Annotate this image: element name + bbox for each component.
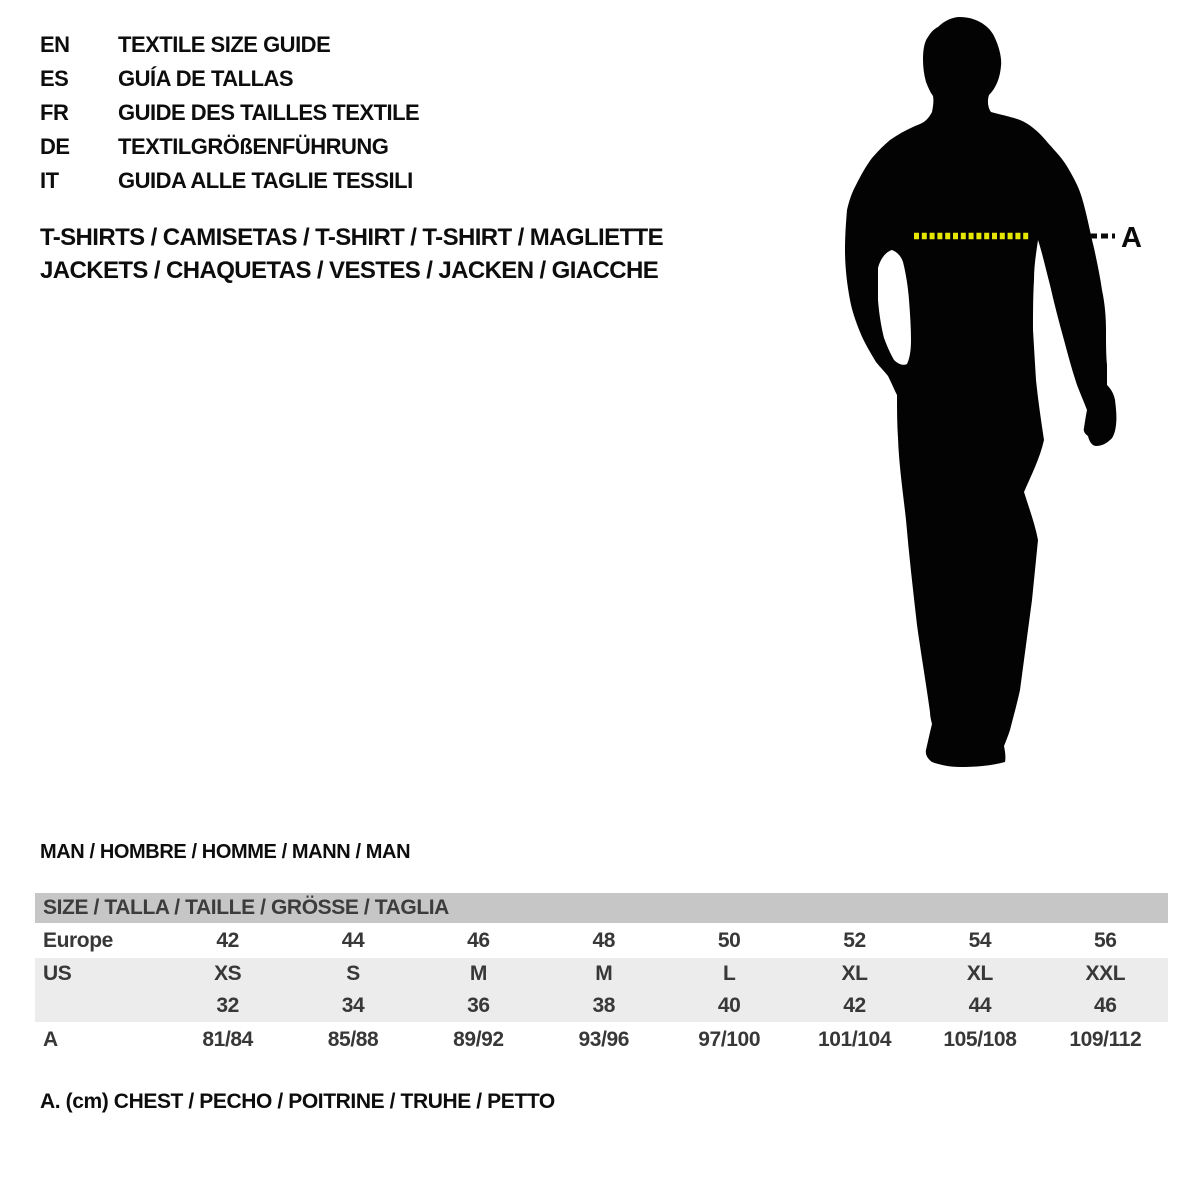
language-row-es — [40, 62, 419, 96]
size-cell: 101/104 — [818, 1027, 892, 1051]
category-line-tshirts: T-SHIRTS / CAMISETAS / T-SHIRT / T-SHIRT / MAGLIETTE — [40, 224, 664, 251]
size-cell: 38 — [592, 994, 616, 1017]
size-table-header-label: SIZE / TALLA / TAILLE / GRÖSSE / TAGLIA — [43, 896, 449, 919]
language-row-fr — [40, 96, 419, 130]
language-row-en — [40, 28, 419, 62]
size-cell: 56 — [1094, 928, 1117, 952]
language-row-it — [40, 164, 419, 198]
size-cell: 42 — [216, 928, 239, 952]
size-cell: 44 — [341, 928, 365, 952]
language-title: GUIDA ALLE TAGLIE TESSILI — [118, 168, 413, 193]
section-title-man: MAN / HOMBRE / HOMME / MANN / MAN — [40, 841, 411, 863]
size-cell: 34 — [341, 994, 365, 1017]
table-row-europe — [35, 923, 1168, 958]
size-cell: 40 — [717, 994, 741, 1017]
language-title: TEXTILGRÖßENFÜHRUNG — [118, 134, 389, 159]
language-code: ES — [40, 66, 69, 91]
language-code: IT — [40, 168, 59, 193]
size-cell: 89/92 — [453, 1027, 504, 1051]
size-cell: XS — [214, 962, 242, 985]
size-cell: XXL — [1085, 962, 1126, 985]
row-label: US — [43, 962, 72, 985]
man-silhouette — [845, 17, 1116, 767]
row-label: A — [43, 1027, 58, 1051]
size-cell: S — [346, 962, 360, 985]
table-row-chest-a — [35, 1022, 1168, 1057]
size-cell: 32 — [216, 994, 239, 1017]
size-cell: XL — [841, 962, 868, 985]
size-cell: 48 — [592, 928, 616, 952]
size-cell: 46 — [1094, 994, 1117, 1017]
size-cell: 97/100 — [698, 1027, 761, 1051]
table-row-numeric — [35, 990, 1168, 1022]
language-code: DE — [40, 134, 70, 159]
table-row-us — [35, 958, 1168, 990]
size-cell: 42 — [843, 994, 866, 1017]
size-cell: 85/88 — [327, 1027, 379, 1051]
size-cell: M — [469, 962, 487, 985]
language-title: GUÍA DE TALLAS — [118, 66, 294, 91]
size-cell: 54 — [968, 928, 992, 952]
size-cell: L — [722, 962, 736, 985]
size-table — [35, 893, 1168, 1057]
measure-label-a: A — [1121, 222, 1142, 254]
language-row-de — [40, 130, 419, 164]
language-title: TEXTILE SIZE GUIDE — [118, 32, 331, 57]
size-cell: 44 — [968, 994, 992, 1017]
size-cell: 109/112 — [1069, 1027, 1142, 1051]
size-cell: 46 — [467, 928, 490, 952]
language-code: FR — [40, 100, 69, 125]
size-cell: 36 — [467, 994, 490, 1017]
size-cell: 52 — [843, 928, 866, 952]
measurement-footnote: A. (cm) CHEST / PECHO / POITRINE / TRUHE / PETTO — [40, 1090, 555, 1113]
language-title: GUIDE DES TAILLES TEXTILE — [118, 100, 420, 125]
category-line-jackets: JACKETS / CHAQUETAS / VESTES / JACKEN / GIACCHE — [40, 257, 659, 284]
language-code: EN — [40, 32, 70, 57]
size-cell: XL — [966, 962, 993, 985]
size-cell: 105/108 — [943, 1027, 1017, 1051]
language-legend — [40, 28, 419, 198]
row-label: Europe — [43, 928, 113, 952]
size-cell: 81/84 — [202, 1027, 253, 1051]
product-categories — [40, 221, 663, 287]
size-table-header-banner — [35, 893, 1168, 923]
man-silhouette-figure — [820, 0, 1150, 800]
size-cell: M — [595, 962, 613, 985]
size-cell: 50 — [717, 928, 741, 952]
size-cell: 93/96 — [578, 1027, 630, 1051]
